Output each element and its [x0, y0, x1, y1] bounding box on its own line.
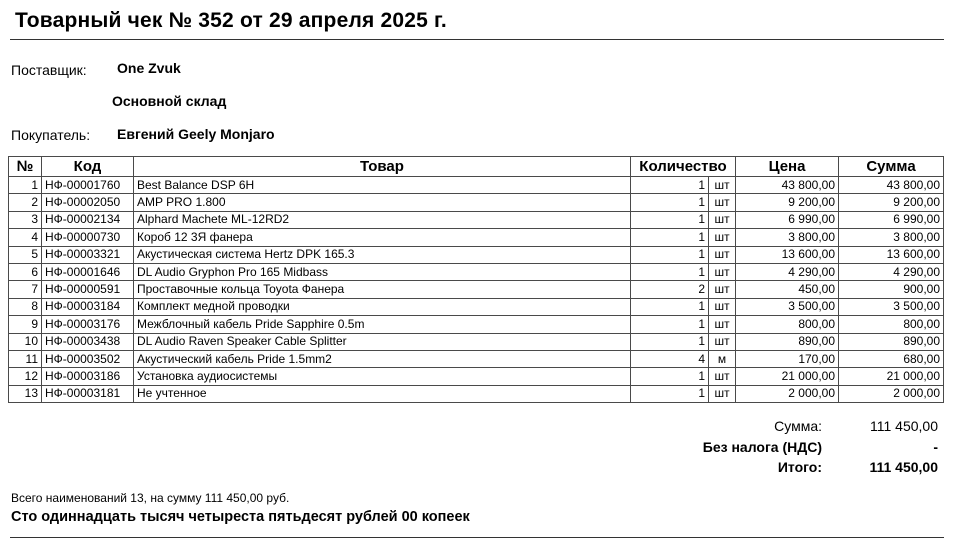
- cell-sum: 800,00: [839, 316, 944, 333]
- header-code: Код: [42, 157, 134, 177]
- header-num: №: [9, 157, 42, 177]
- items-summary: Всего наименований 13, на сумму 111 450,00 руб.: [11, 491, 290, 505]
- cell-code: НФ-00003438: [42, 333, 134, 350]
- cell-sum: 3 500,00: [839, 298, 944, 315]
- sum-value: 111 450,00: [870, 418, 938, 434]
- cell-quantity: 4: [631, 350, 709, 367]
- cell-price: 4 290,00: [736, 263, 839, 280]
- cell-code: НФ-00000591: [42, 281, 134, 298]
- cell-product: Комплект медной проводки: [134, 298, 631, 315]
- cell-num: 5: [9, 246, 42, 263]
- items-table: [8, 156, 944, 403]
- cell-num: 10: [9, 333, 42, 350]
- cell-num: 2: [9, 194, 42, 211]
- cell-product: Акустический кабель Pride 1.5mm2: [134, 350, 631, 367]
- table-row: [9, 229, 944, 246]
- cell-product: Не учтенное: [134, 385, 631, 402]
- cell-product: Короб 12 3Я фанера: [134, 229, 631, 246]
- cell-sum: 900,00: [839, 281, 944, 298]
- title-divider: [10, 39, 944, 40]
- cell-num: 1: [9, 177, 42, 194]
- cell-sum: 680,00: [839, 350, 944, 367]
- cell-unit: шт: [709, 194, 736, 211]
- cell-product: AMP PRO 1.800: [134, 194, 631, 211]
- cell-sum: 890,00: [839, 333, 944, 350]
- cell-num: 13: [9, 385, 42, 402]
- sum-label: Сумма:: [774, 418, 822, 434]
- cell-quantity: 1: [631, 263, 709, 280]
- cell-price: 43 800,00: [736, 177, 839, 194]
- supplier-name: One Zvuk: [117, 60, 181, 76]
- table-row: [9, 333, 944, 350]
- cell-num: 9: [9, 316, 42, 333]
- cell-code: НФ-00003186: [42, 368, 134, 385]
- cell-quantity: 1: [631, 316, 709, 333]
- cell-product: DL Audio Raven Speaker Cable Splitter: [134, 333, 631, 350]
- cell-product: Проставочные кольца Toyota Фанера: [134, 281, 631, 298]
- cell-code: НФ-00003184: [42, 298, 134, 315]
- cell-unit: шт: [709, 333, 736, 350]
- cell-code: НФ-00001760: [42, 177, 134, 194]
- cell-price: 9 200,00: [736, 194, 839, 211]
- table-row: [9, 177, 944, 194]
- cell-num: 7: [9, 281, 42, 298]
- cell-unit: шт: [709, 229, 736, 246]
- cell-code: НФ-00000730: [42, 229, 134, 246]
- header-quantity: Количество: [631, 157, 736, 177]
- cell-num: 3: [9, 211, 42, 228]
- cell-product: DL Audio Gryphon Pro 165 Midbass: [134, 263, 631, 280]
- cell-unit: шт: [709, 263, 736, 280]
- table-row: [9, 316, 944, 333]
- supplier-warehouse: Основной склад: [112, 93, 227, 109]
- cell-num: 11: [9, 350, 42, 367]
- buyer-label: Покупатель:: [11, 127, 91, 143]
- bottom-divider: [10, 537, 944, 538]
- cell-sum: 3 800,00: [839, 229, 944, 246]
- cell-quantity: 1: [631, 177, 709, 194]
- cell-price: 3 800,00: [736, 229, 839, 246]
- cell-price: 6 990,00: [736, 211, 839, 228]
- cell-quantity: 1: [631, 333, 709, 350]
- cell-sum: 6 990,00: [839, 211, 944, 228]
- table-row: [9, 368, 944, 385]
- table-row: [9, 385, 944, 402]
- total-label: Итого:: [777, 459, 822, 475]
- cell-quantity: 1: [631, 368, 709, 385]
- document-title: Товарный чек № 352 от 29 апреля 2025 г.: [15, 9, 447, 32]
- cell-quantity: 1: [631, 298, 709, 315]
- cell-product: Alphard Machete ML-12RD2: [134, 211, 631, 228]
- cell-price: 890,00: [736, 333, 839, 350]
- supplier-label: Поставщик:: [11, 62, 87, 78]
- cell-sum: 21 000,00: [839, 368, 944, 385]
- cell-code: НФ-00003181: [42, 385, 134, 402]
- header-price: Цена: [736, 157, 839, 177]
- cell-unit: шт: [709, 298, 736, 315]
- buyer-name: Евгений Geely Monjaro: [117, 126, 275, 142]
- cell-num: 4: [9, 229, 42, 246]
- table-row: [9, 298, 944, 315]
- cell-code: НФ-00002134: [42, 211, 134, 228]
- cell-sum: 4 290,00: [839, 263, 944, 280]
- cell-code: НФ-00002050: [42, 194, 134, 211]
- cell-price: 3 500,00: [736, 298, 839, 315]
- cell-unit: шт: [709, 211, 736, 228]
- cell-sum: 13 600,00: [839, 246, 944, 263]
- cell-unit: шт: [709, 246, 736, 263]
- cell-quantity: 1: [631, 229, 709, 246]
- table-row: [9, 211, 944, 228]
- cell-unit: шт: [709, 316, 736, 333]
- cell-quantity: 1: [631, 194, 709, 211]
- vat-label: Без налога (НДС): [702, 439, 822, 455]
- cell-product: Межблочный кабель Pride Sapphire 0.5m: [134, 316, 631, 333]
- cell-code: НФ-00003176: [42, 316, 134, 333]
- vat-value: -: [933, 439, 938, 455]
- cell-sum: 9 200,00: [839, 194, 944, 211]
- table-row: [9, 263, 944, 280]
- cell-product: Установка аудиосистемы: [134, 368, 631, 385]
- table-row: [9, 281, 944, 298]
- cell-unit: шт: [709, 281, 736, 298]
- cell-code: НФ-00003321: [42, 246, 134, 263]
- cell-product: Best Balance DSP 6H: [134, 177, 631, 194]
- cell-quantity: 1: [631, 385, 709, 402]
- cell-unit: шт: [709, 368, 736, 385]
- cell-unit: м: [709, 350, 736, 367]
- cell-price: 21 000,00: [736, 368, 839, 385]
- cell-quantity: 1: [631, 211, 709, 228]
- amount-in-words: Сто одиннадцать тысяч четыреста пятьдесят рублей 00 копеек: [11, 509, 470, 525]
- cell-sum: 2 000,00: [839, 385, 944, 402]
- table-row: [9, 194, 944, 211]
- cell-unit: шт: [709, 385, 736, 402]
- cell-price: 13 600,00: [736, 246, 839, 263]
- table-row: [9, 246, 944, 263]
- cell-product: Акустическая система Hertz DPK 165.3: [134, 246, 631, 263]
- cell-price: 450,00: [736, 281, 839, 298]
- cell-code: НФ-00001646: [42, 263, 134, 280]
- cell-quantity: 1: [631, 246, 709, 263]
- cell-num: 8: [9, 298, 42, 315]
- cell-num: 6: [9, 263, 42, 280]
- cell-unit: шт: [709, 177, 736, 194]
- cell-num: 12: [9, 368, 42, 385]
- table-row: [9, 350, 944, 367]
- cell-quantity: 2: [631, 281, 709, 298]
- header-sum: Сумма: [839, 157, 944, 177]
- total-value: 111 450,00: [869, 459, 938, 475]
- cell-price: 170,00: [736, 350, 839, 367]
- cell-price: 2 000,00: [736, 385, 839, 402]
- header-product: Товар: [134, 157, 631, 177]
- cell-price: 800,00: [736, 316, 839, 333]
- table-header-row: [9, 157, 944, 177]
- cell-code: НФ-00003502: [42, 350, 134, 367]
- cell-sum: 43 800,00: [839, 177, 944, 194]
